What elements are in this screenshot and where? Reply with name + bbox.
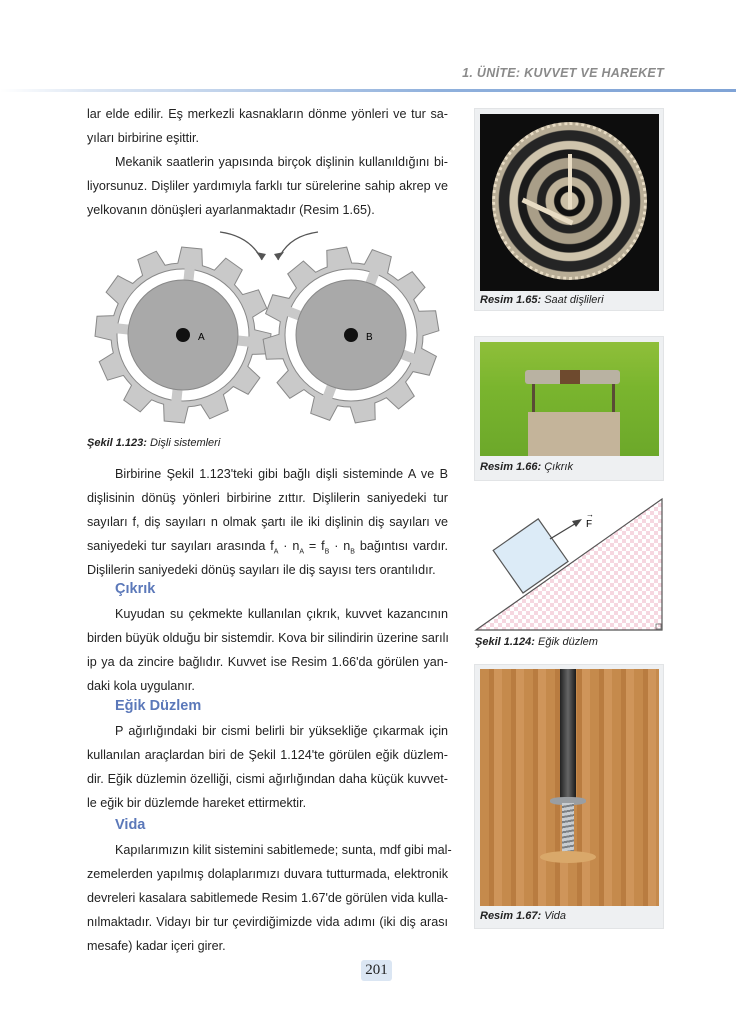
rotation-arrow-b bbox=[278, 232, 318, 260]
heading-vida: Vida bbox=[115, 817, 146, 833]
text-line: Dişlilerin saniyedeki dönüş sayıları ile diş sayısı ters orantılıdır. bbox=[87, 563, 436, 577]
text-line: nılmaktadır. Vidayı bir tur çevirdiğimizde vida adımı (iki diş arası bbox=[87, 915, 448, 929]
text-line: Birbirine Şekil 1.123'teki gibi bağlı dişli sisteminde A ve B bbox=[115, 467, 448, 481]
force-arrow bbox=[550, 522, 578, 539]
heading-cikrik: Çıkrık bbox=[115, 581, 156, 597]
caption-clock: Resim 1.65: Saat dişlileri bbox=[480, 294, 604, 306]
force-label: F bbox=[586, 519, 593, 530]
caption-incline: Şekil 1.124: Eğik düzlem bbox=[475, 636, 598, 648]
paragraph-egik-duzlem bbox=[87, 719, 448, 815]
text-line: yıları birbirine eşittir. bbox=[87, 131, 199, 145]
text-line: Mekanik saatlerin yapısında birçok dişlinin kullanıldığını bi- bbox=[115, 155, 448, 169]
paragraph-clocks bbox=[87, 150, 448, 222]
photo-frame-screw bbox=[474, 664, 664, 929]
screw-photo bbox=[480, 669, 659, 906]
text-line: zemelerden yapılmış dolaplarımızı duvara tutturmada, elektronik bbox=[87, 867, 448, 881]
clock-gears-photo bbox=[480, 114, 659, 291]
figure-caption-gears: Şekil 1.123: Dişli sistemleri bbox=[87, 437, 221, 449]
gear-b-label: B bbox=[366, 332, 373, 343]
well-windlass-photo bbox=[480, 342, 659, 456]
paragraph-gear-relation bbox=[87, 462, 448, 582]
paragraph-vida bbox=[87, 838, 452, 958]
text-line: kullanılan araçlardan biri de Şekil 1.124'te görülen eğik düzlem- bbox=[87, 748, 448, 762]
text-line: dir. Eğik düzlemin özelliği, cismi ağırlığından daha küçük kuvvet- bbox=[87, 772, 448, 786]
gear-a bbox=[95, 247, 271, 423]
text-line: lar elde edilir. Eş merkezli kasnakların dönme yönleri ve tur sa- bbox=[87, 107, 448, 121]
paragraph-cikrik bbox=[87, 602, 448, 698]
svg-text:→: → bbox=[586, 510, 594, 519]
text-line: ip ya da zincire bağlıdır. Kuvvet ise Resim 1.66'da görülen yan- bbox=[87, 655, 448, 669]
gear-system-figure bbox=[90, 218, 450, 430]
text-line: P ağırlığındaki bir cismi belirli bir yüksekliğe çıkarmak için bbox=[115, 724, 448, 738]
text-line: mesafe) kadar içeri girer. bbox=[87, 939, 226, 953]
header-rule bbox=[0, 89, 736, 92]
unit-header: 1. ÜNİTE: KUVVET VE HAREKET bbox=[462, 66, 664, 80]
text-line: birden büyük olduğu bir sistemdir. Kova bir silindirin üzerine sarılı bbox=[87, 631, 449, 645]
paragraph-pulleys bbox=[87, 102, 448, 150]
page-number: 201 bbox=[361, 960, 392, 981]
text-line: devreleri kasalara sabitlemede Resim 1.67'de görülen vida kulla- bbox=[87, 891, 448, 905]
text-line: daki kola uygulanır. bbox=[87, 679, 195, 693]
text-line: liyorsunuz. Dişliler yardımıyla farklı tur sürelerine sahip akrep ve bbox=[87, 179, 448, 193]
gear-a-label: A bbox=[198, 332, 205, 343]
photo-frame-clock bbox=[474, 108, 664, 311]
text-line: le eğik bir düzlemde hareket ettirmektir. bbox=[87, 796, 307, 810]
text-line: Kuyudan su çekmekte kullanılan çıkrık, kuvvet kazancının bbox=[115, 607, 448, 621]
formula-line: saniyedeki tur sayıları arasında $f_A \cdot n_A = f_B \cdot n_B$ bağıntısı vardır. bbox=[87, 539, 448, 556]
caption-screw: Resim 1.67: Vida bbox=[480, 910, 567, 922]
caption-well: Resim 1.66: Çıkrık bbox=[480, 461, 573, 473]
rotation-arrow-a bbox=[220, 232, 262, 260]
photo-frame-well bbox=[474, 336, 664, 481]
inclined-plane-figure bbox=[474, 495, 666, 635]
text-line: yelkovanın dönüşleri ayarlanmaktadır (Resim 1.65). bbox=[87, 203, 375, 217]
text-line: sayıları f, diş sayıları n olmak şartı ile iki dişlinin diş sayıları ve bbox=[87, 515, 448, 529]
heading-egik-duzlem: Eğik Düzlem bbox=[115, 698, 202, 714]
gear-b bbox=[263, 247, 439, 423]
text-line: dişlisinin dönüş yönleri birbirine zıttır. Dişlilerin saniyedeki tur bbox=[87, 491, 448, 505]
text-line: Kapılarımızın kilit sistemini sabitlemede; sunta, mdf gibi mal- bbox=[115, 843, 452, 857]
